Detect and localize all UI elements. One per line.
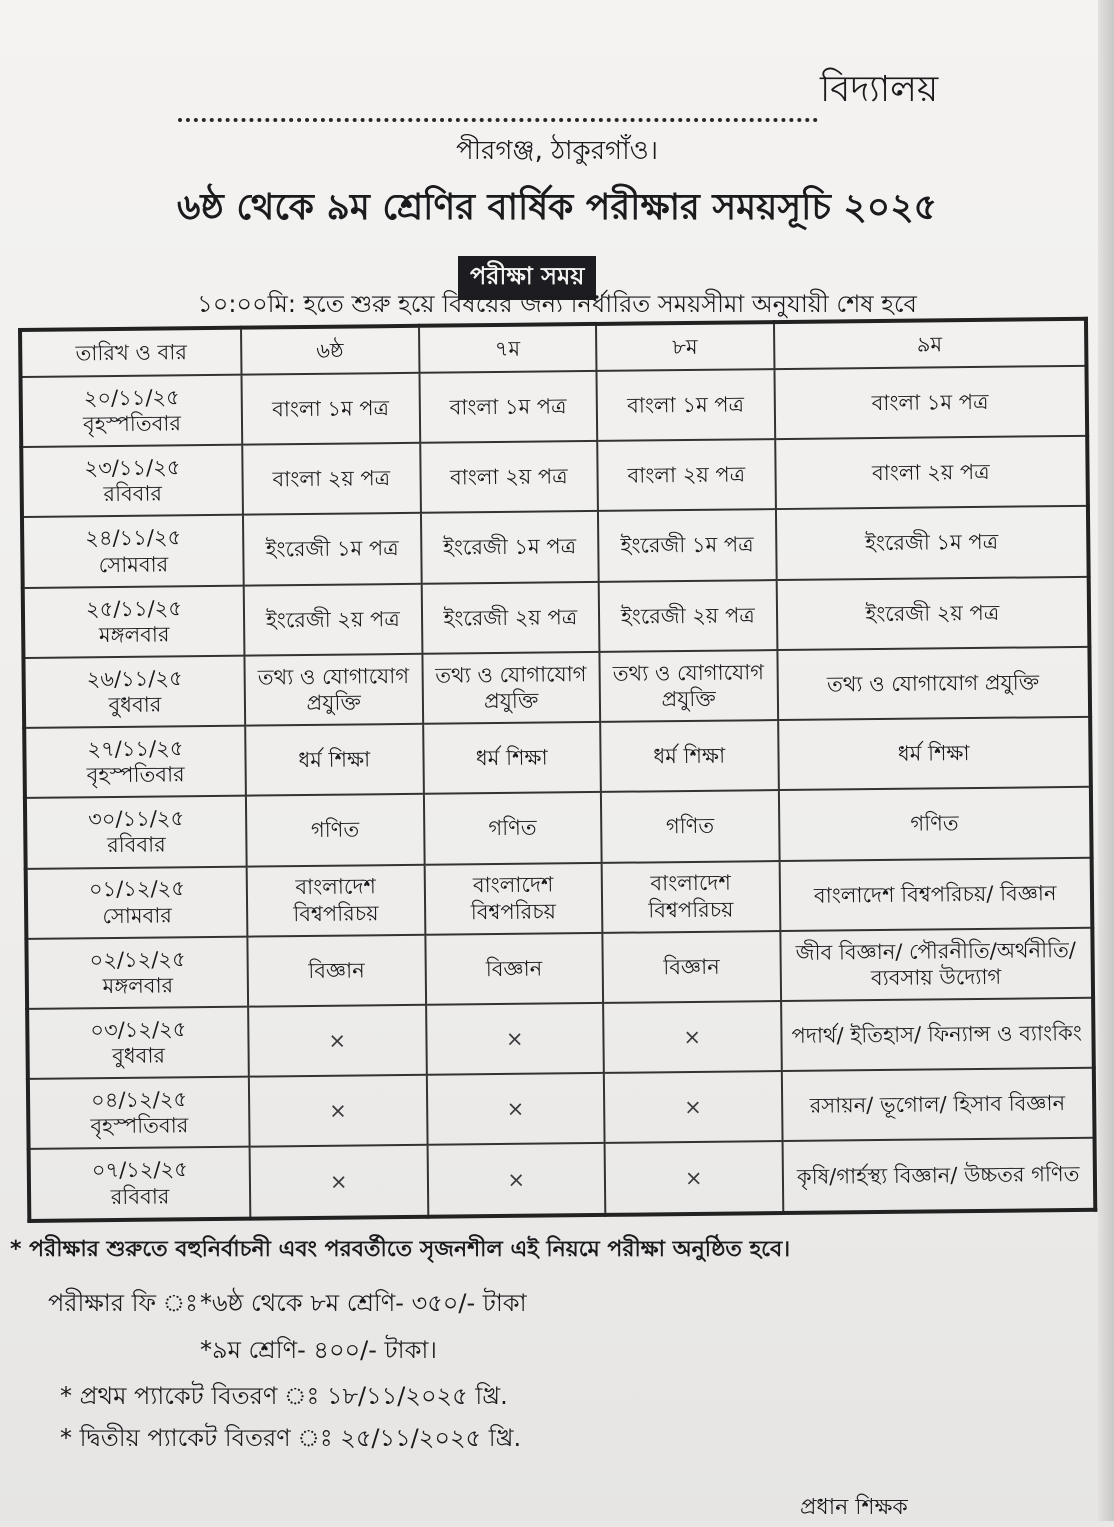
date-cell [27, 1007, 249, 1080]
table-row [26, 857, 1093, 938]
exam-date: ০১/১২/২৫ [88, 876, 186, 902]
exam-weekday: রবিবার [107, 832, 166, 858]
subject-class-6: গণিত [246, 794, 424, 866]
exam-weekday: বৃহস্পতিবার [90, 1113, 189, 1139]
table-row [27, 998, 1094, 1079]
exam-date: ২৪/১১/২৫ [85, 525, 182, 551]
exam-date: ২৫/১১/২৫ [85, 595, 183, 621]
exam-weekday: রবিবার [103, 481, 163, 507]
subject-class-9: তথ্য ও যোগাযোগ প্রযুক্তি [777, 647, 1090, 720]
table-row [29, 1138, 1096, 1221]
subject-class-7: বিজ্ঞান [425, 933, 603, 1005]
subject-class-9: পদার্থ/ ইতিহাস/ ফিন্যান্স ও ব্যাংকিং [781, 998, 1094, 1071]
subject-class-6: বিজ্ঞান [247, 935, 425, 1007]
table-row [21, 366, 1088, 447]
subject-class-6: বাংলা ২য় পত্র [242, 443, 420, 515]
exam-date: ২৩/১১/২৫ [84, 455, 181, 481]
header-class-6: ৬ষ্ঠ [241, 326, 419, 375]
date-cell [23, 656, 245, 729]
subject-class-6: ইংরেজী ১ম পত্র [243, 513, 421, 585]
table-row [26, 928, 1093, 1009]
no-exam-mark: × [426, 1003, 604, 1075]
subject-class-9: বাংলাদেশ বিশ্বপরিচয়/ বিজ্ঞান [779, 857, 1092, 930]
exam-schedule-table [18, 317, 1097, 1223]
subject-class-8: গণিত [601, 790, 779, 862]
table-row [23, 576, 1090, 657]
subject-class-8: বিজ্ঞান [602, 931, 780, 1003]
subject-class-7: ইংরেজী ২য় পত্র [421, 582, 599, 654]
no-exam-mark: × [603, 1001, 781, 1073]
exam-date: ০৭/১২/২৫ [91, 1157, 188, 1183]
no-exam-mark: × [426, 1073, 604, 1145]
document-title: ৬ষ্ঠ থেকে ৯ম শ্রেণির বার্ষিক পরীক্ষার সময়সূচি ২০২৫ [177, 187, 937, 228]
exam-fee-label: পরীক্ষার ফি ঃ [48, 1289, 198, 1317]
date-cell [29, 1147, 251, 1221]
header-class-8: ৮ম [596, 322, 774, 371]
date-cell [26, 866, 248, 939]
subject-class-7: বাংলাদেশ বিশ্বপরিচয় [424, 862, 602, 934]
subject-class-8: ইংরেজী ১ম পত্র [598, 510, 776, 582]
exam-weekday: বৃহস্পতিবার [82, 411, 182, 437]
exam-weekday: সোমবার [98, 551, 169, 577]
fee-class-6-8: *৬ষ্ঠ থেকে ৮ম শ্রেণি- ৩৫০/- টাকা [200, 1289, 527, 1317]
table-row [28, 1068, 1095, 1149]
exam-time-label: পরীক্ষা সময় [458, 256, 596, 300]
first-packet-distribution: * প্রথম প্যাকেট বিতরণ ঃ ১৮/১১/২০২৫ খ্রি. [60, 1382, 508, 1410]
no-exam-mark: × [250, 1145, 428, 1218]
subject-class-9: ইংরেজী ১ম পত্র [775, 506, 1088, 579]
date-cell [23, 585, 245, 658]
no-exam-mark: × [427, 1143, 605, 1216]
second-packet-distribution: * দ্বিতীয় প্যাকেট বিতরণ ঃ ২৫/১১/২০২৫ খ্রি. [60, 1424, 522, 1452]
subject-class-9: কৃষি/গার্হস্থ্য বিজ্ঞান/ উচ্চতর গণিত [782, 1138, 1095, 1213]
no-exam-mark: × [249, 1075, 427, 1147]
exam-date: ২৭/১১/২৫ [87, 736, 184, 762]
subject-class-7: ধর্ম শিক্ষা [423, 722, 601, 794]
exam-date: ২০/১১/২৫ [83, 385, 180, 411]
subject-class-6: বাংলা ১ম পত্র [242, 373, 420, 445]
exam-time-note: ১০:০০মি: হতে শুরু হয়ে বিষয়ের জন্য নির্ধারিত সময়সীমা অনুযায়ী শেষ হবে [197, 290, 917, 318]
subject-class-6: ধর্ম শিক্ষা [245, 724, 423, 796]
subject-class-8: বাংলা ১ম পত্র [596, 369, 774, 441]
subject-class-9: রসায়ন/ ভূগোল/ হিসাব বিজ্ঞান [781, 1068, 1094, 1141]
no-exam-mark: × [248, 1005, 426, 1077]
date-cell [28, 1077, 250, 1150]
table-row [22, 506, 1089, 587]
exam-method-note: * পরীক্ষার শুরুতে বহুনির্বাচনী এবং পরবর্তীতে সৃজনশীল এই নিয়মে পরীক্ষা অনুষ্ঠিত হবে। [10, 1237, 791, 1262]
subject-class-6: তথ্য ও যোগাযোগ প্রযুক্তি [244, 654, 422, 726]
dotted-blank [178, 98, 818, 122]
exam-weekday: রবিবার [110, 1184, 170, 1209]
fee-class-9: *৯ম শ্রেণি- ৪০০/- টাকা। [200, 1336, 437, 1364]
header-class-7: ৭ম [418, 324, 596, 373]
no-exam-mark: × [605, 1141, 783, 1214]
subject-class-8: ধর্ম শিক্ষা [600, 720, 778, 792]
subject-class-7: গণিত [423, 792, 601, 864]
headmaster-signature-label: প্রধান শিক্ষক [800, 1495, 908, 1520]
exam-weekday: বুধবার [108, 692, 162, 718]
subject-class-7: ইংরেজী ১ম পত্র [420, 511, 598, 583]
exam-date: ২৬/১১/২৫ [86, 666, 183, 692]
subject-class-7: তথ্য ও যোগাযোগ প্রযুক্তি [422, 652, 600, 724]
subject-class-9: ইংরেজী ২য় পত্র [776, 576, 1089, 649]
subject-class-7: বাংলা ২য় পত্র [420, 441, 598, 513]
subject-class-9: জীব বিজ্ঞান/ পৌরনীতি/অর্থনীতি/ ব্যবসায় উদ্যোগ [780, 928, 1093, 1001]
table-row [23, 647, 1090, 728]
school-name-line [170, 62, 960, 132]
subject-class-9: ধর্ম শিক্ষা [778, 717, 1091, 790]
subject-class-8: ইংরেজী ২য় পত্র [599, 580, 777, 652]
date-cell [22, 515, 244, 588]
date-cell [26, 936, 248, 1009]
date-cell [25, 796, 247, 869]
school-name: বিদ্যালয় [820, 69, 939, 110]
exam-weekday: বুধবার [112, 1043, 166, 1069]
exam-weekday: সোমবার [102, 903, 173, 928]
subject-class-7: বাংলা ১ম পত্র [419, 371, 597, 443]
subject-class-8: বাংলা ২য় পত্র [597, 439, 775, 511]
table-row [21, 436, 1088, 517]
exam-date: ০৩/১২/২৫ [90, 1017, 187, 1043]
date-cell [21, 445, 243, 518]
exam-date: ০৪/১২/২৫ [90, 1087, 188, 1113]
header-class-9: ৯ম [773, 319, 1086, 369]
exam-weekday: মঙ্গলবার [98, 622, 170, 647]
subject-class-8: তথ্য ও যোগাযোগ প্রযুক্তি [599, 650, 777, 722]
table-row [24, 717, 1091, 798]
subject-class-9: বাংলা ১ম পত্র [774, 366, 1087, 439]
subject-class-6: ইংরেজী ২য় পত্র [244, 583, 422, 655]
school-address: পীরগঞ্জ, ঠাকুরগাঁও। [455, 136, 659, 166]
table-row [25, 787, 1092, 868]
subject-class-9: গণিত [778, 787, 1091, 860]
subject-class-6: বাংলাদেশ বিশ্বপরিচয় [247, 864, 425, 936]
header-date-day: তারিখ ও বার [20, 328, 241, 377]
exam-date: ০২/১২/২৫ [89, 946, 186, 972]
subject-class-9: বাংলা ২য় পত্র [775, 436, 1088, 509]
date-cell [21, 375, 243, 448]
exam-weekday: বৃহস্পতিবার [86, 762, 185, 788]
exam-weekday: মঙ্গলবার [102, 973, 174, 999]
exam-date: ৩০/১১/২৫ [88, 806, 185, 832]
no-exam-mark: × [604, 1071, 782, 1143]
date-cell [24, 726, 246, 799]
subject-class-8: বাংলাদেশ বিশ্বপরিচয় [602, 861, 780, 933]
